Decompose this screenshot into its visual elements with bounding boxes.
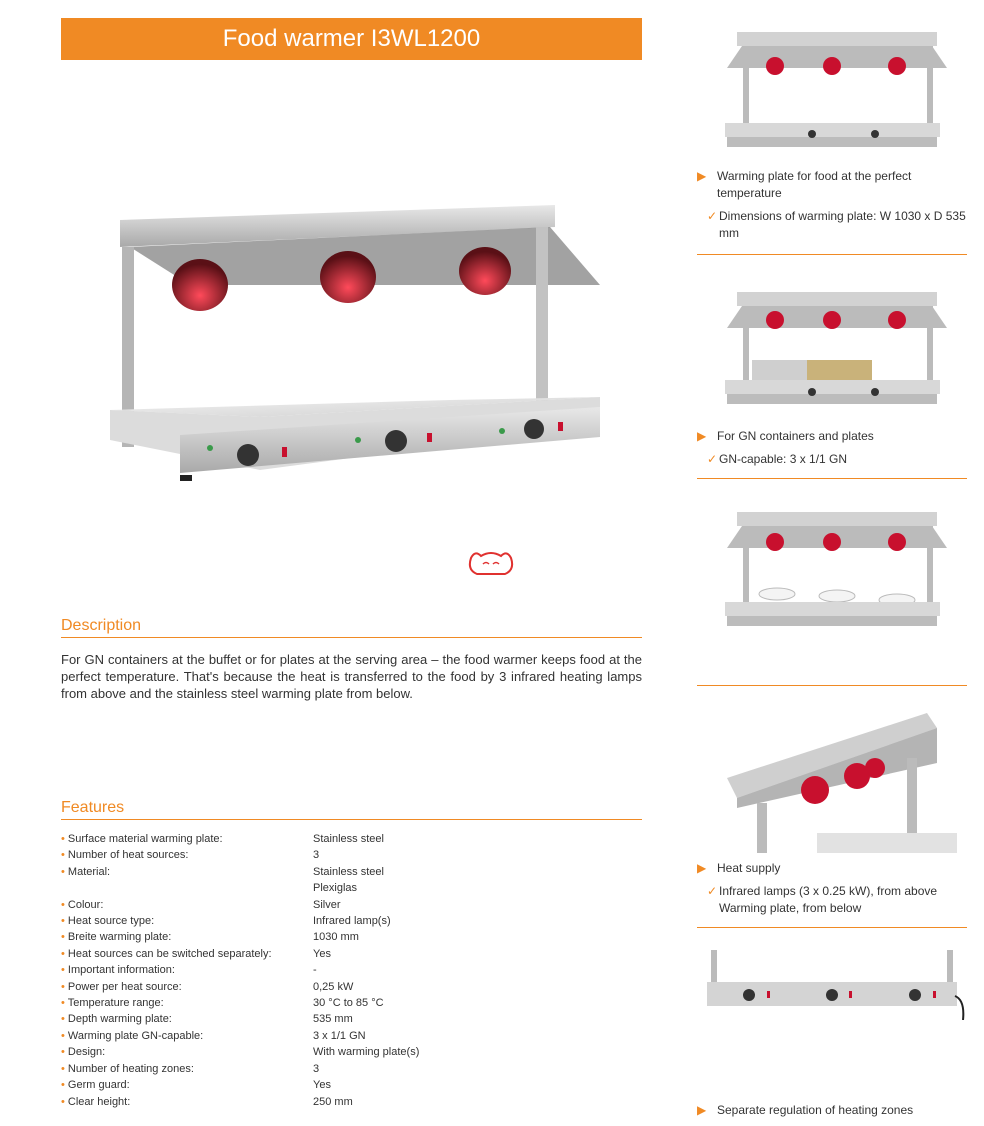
feature-label: • Number of heat sources: — [61, 847, 313, 863]
triangle-right-icon: ▶ — [697, 429, 707, 443]
sidebar-image-controls — [697, 948, 965, 1020]
sidebar-image-gn-containers — [697, 288, 965, 416]
checkmark-icon: ✓ — [707, 452, 718, 466]
feature-value-line: 250 mm — [313, 1095, 353, 1108]
checkmark-icon: ✓ — [707, 209, 718, 223]
feature-row — [61, 929, 481, 945]
sidebar-divider — [697, 927, 967, 928]
feature-value-line: 30 °C to 85 °C — [313, 997, 384, 1010]
feature-row — [61, 1011, 481, 1027]
feature-value-line: 1030 mm — [313, 931, 359, 944]
feature-row — [61, 1061, 481, 1077]
feature-row — [61, 979, 481, 995]
feature-value-line: 535 mm — [313, 1013, 353, 1026]
feature-value — [313, 913, 481, 929]
feature-value-line: - — [313, 964, 317, 977]
feature-label: • Number of heating zones: — [61, 1061, 313, 1077]
feature-label: • Important information: — [61, 962, 313, 978]
feature-value — [313, 897, 481, 913]
feature-value-line: Infrared lamp(s) — [313, 915, 391, 928]
feature-value-line: Plexiglas — [313, 882, 358, 895]
feature-row — [61, 1044, 481, 1060]
feature-value — [313, 1061, 481, 1077]
feature-value — [313, 1044, 481, 1060]
sidebar-image-plates — [697, 508, 965, 636]
triangle-right-icon: ▶ — [697, 861, 707, 875]
sidebar-block-1: ▶ Warming plate for food at the perfect temperature ✓ Dimensions of warming plate: W 1030 x D 535 mm — [697, 169, 966, 240]
feature-label: • Heat sources can be switched separately: — [61, 946, 313, 962]
feature-value-line: 3 — [313, 849, 320, 862]
feature-row — [61, 913, 481, 929]
feature-row — [61, 1094, 481, 1110]
brand-logo-icon — [465, 548, 517, 578]
sidebar-image-warmer — [697, 28, 965, 156]
feature-label: • Heat source type: — [61, 913, 313, 929]
feature-label: • Depth warming plate: — [61, 1011, 313, 1027]
sidebar-divider — [697, 254, 967, 255]
checkmark-icon: ✓ — [707, 884, 718, 898]
feature-value — [313, 1028, 481, 1044]
feature-row — [61, 962, 481, 978]
feature-value — [313, 995, 481, 1011]
feature-value-line: Yes — [313, 947, 331, 960]
feature-value-line: With warming plate(s) — [313, 1046, 420, 1059]
feature-value-line: Stainless steel — [313, 833, 384, 845]
feature-value — [313, 962, 481, 978]
triangle-right-icon: ▶ — [697, 169, 707, 183]
sidebar-block-3: ▶ Heat supply ✓ Infrared lamps (3 x 0.25 kW), from above Warming plate, from below — [697, 861, 938, 915]
feature-value-line: Silver — [313, 898, 341, 911]
sidebar-block-4: ▶ Separate regulation of heating zones — [697, 1103, 914, 1117]
feature-label: • Warming plate GN-capable: — [61, 1028, 313, 1044]
feature-value-line: 0,25 kW — [313, 980, 354, 993]
page-title: Food warmer I3WL1200 — [61, 18, 642, 60]
feature-value — [313, 1077, 481, 1093]
feature-row — [61, 995, 481, 1011]
feature-row — [61, 847, 481, 863]
description-heading: Description — [61, 616, 642, 638]
feature-value — [313, 847, 481, 863]
sidebar-divider — [697, 478, 967, 479]
feature-row — [61, 1028, 481, 1044]
feature-row — [61, 864, 481, 897]
features-list — [61, 831, 481, 1110]
sidebar-image-heat-supply — [697, 708, 965, 853]
feature-row — [61, 946, 481, 962]
features-heading: Features — [61, 798, 642, 820]
feature-value — [313, 979, 481, 995]
feature-label: • Design: — [61, 1044, 313, 1060]
feature-label: • Power per heat source: — [61, 979, 313, 995]
feature-value-line: 3 x 1/1 GN — [313, 1029, 366, 1042]
feature-value — [313, 1094, 481, 1110]
feature-value — [313, 864, 481, 897]
feature-label: • Temperature range: — [61, 995, 313, 1011]
feature-value — [313, 929, 481, 945]
feature-value-line: 3 — [313, 1062, 320, 1075]
feature-label: • Material: — [61, 864, 313, 897]
feature-value — [313, 1011, 481, 1027]
feature-label: • Colour: — [61, 897, 313, 913]
sidebar-block-2: ▶ For GN containers and plates ✓ GN-capable: 3 x 1/1 GN — [697, 429, 874, 466]
feature-row — [61, 897, 481, 913]
feature-label: • Surface material warming plate: — [61, 831, 313, 847]
feature-value — [313, 831, 481, 847]
food-warmer-product-image — [100, 175, 620, 495]
feature-value-line: Yes — [313, 1079, 331, 1092]
feature-label: • Clear height: — [61, 1094, 313, 1110]
description-text: For GN containers at the buffet or for plates at the serving area – the food warmer keeps food at the perfect temperature. That's because the heat is transferred to the food by 3 infrared heating lamps from above and the stainless steel warming plate from below. — [61, 652, 642, 701]
feature-value-line: Stainless steel — [313, 865, 384, 878]
feature-row — [61, 831, 481, 847]
feature-label: • Breite warming plate: — [61, 929, 313, 945]
sidebar-divider — [697, 685, 967, 686]
feature-label: • Germ guard: — [61, 1077, 313, 1093]
feature-row — [61, 1077, 481, 1093]
feature-value — [313, 946, 481, 962]
triangle-right-icon: ▶ — [697, 1103, 707, 1117]
